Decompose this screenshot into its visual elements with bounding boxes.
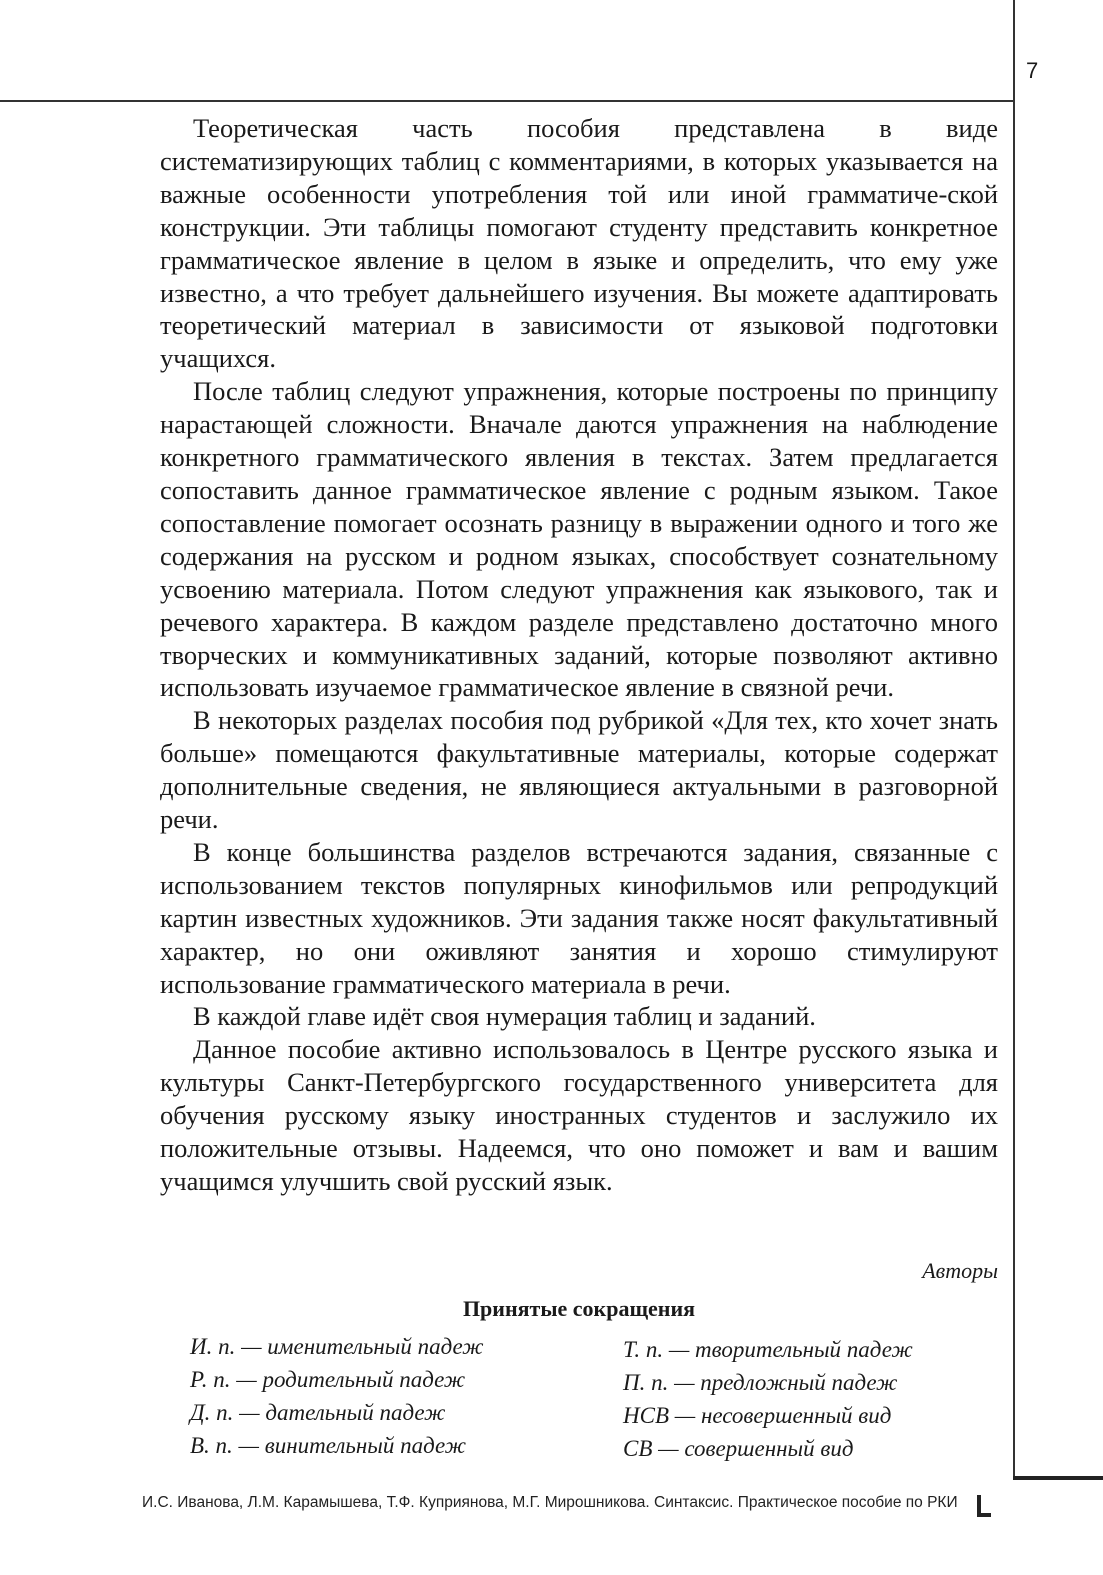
paragraph: В некоторых разделах пособия под рубрикой «Для тех, кто хочет знать больше» помещаются факультативные материалы, которые содержат дополнительные сведения, не являющиеся актуальными в разговорной речи.: [160, 705, 998, 835]
paragraph: Теоретическая часть пособия представлена в виде систематизирующих таблиц с комментариями, в которых указывается на важные особенности употребления той или иной грамматиче-ской конструкции. Эти таблицы помогают студенту представить конкретное грамматическое явление в целом в языке и определить, что ему уже известно, а что требует дальнейшего изучения. Вы можете адаптировать теоретический материал в зависимости от языковой подготовки учащихся.: [160, 113, 998, 374]
footer-rule: [1013, 1476, 1103, 1480]
margin-rule: [1013, 0, 1015, 1478]
abbreviation-item: Т. п. — творительный падеж: [623, 1337, 913, 1362]
footer-corner-mark: [977, 1495, 991, 1517]
paragraph: Данное пособие активно использовалось в Центре русского языка и культуры Санкт-Петербургского государственного университета для обучения русскому языку иностранных студентов и заслужило их положительные отзывы. Надеемся, что оно поможет и вам и вашим учащимся улучшить свой русский язык.: [160, 1034, 998, 1196]
abbreviation-item: СВ — совершенный вид: [623, 1436, 854, 1461]
footer-citation: И.С. Иванова, Л.М. Карамышева, Т.Ф. Куприянова, М.Г. Мирошникова. Синтаксис. Практическое пособие по РКИ: [142, 1494, 958, 1511]
authors-signature: Авторы: [922, 1258, 998, 1283]
abbreviation-item: П. п. — предложный падеж: [623, 1370, 898, 1395]
paragraph: После таблиц следуют упражнения, которые построены по принципу нарастающей сложности. Вначале даются упражнения на наблюдение конкретного грамматического явления в текстах. Затем предлагается сопоставить данное грамматическое явление с родным языком. Такое сопоставление помогает осознать разницу в выражении одного и того же содержания на русском и родном языках, способствует сознательному усвоению материала. Потом следуют упражнения как языкового, так и речевого характера. В каждом разделе представлено достаточно много творческих и коммуникативных заданий, которые позволяют активно использовать изучаемое грамматическое явление в связной речи.: [160, 376, 998, 703]
abbreviations-title: Принятые сокращения: [462, 1296, 696, 1321]
abbreviation-item: И. п. — именительный падеж: [190, 1334, 484, 1359]
body-text: [160, 112, 998, 1198]
abbreviation-item: В. п. — винительный падеж: [190, 1433, 467, 1458]
abbreviation-item: Р. п. — родительный падеж: [190, 1367, 466, 1392]
header-rule: [0, 100, 1013, 102]
abbreviations-left-column: [190, 1330, 484, 1462]
abbreviation-item: НСВ — несовершенный вид: [623, 1403, 892, 1428]
abbreviation-item: Д. п. — дательный падеж: [190, 1400, 446, 1425]
page-number: 7: [1026, 58, 1039, 83]
paragraph: В каждой главе идёт своя нумерация таблиц и заданий.: [193, 1001, 816, 1032]
abbreviations-right-column: [623, 1333, 913, 1465]
paragraph: В конце большинства разделов встречаются задания, связанные с использованием текстов популярных кинофильмов или репродукций картин известных художников. Эти задания также носят факультативный характер, но они оживляют занятия и хорошо стимулируют использование грамматического материала в речи.: [160, 836, 998, 999]
